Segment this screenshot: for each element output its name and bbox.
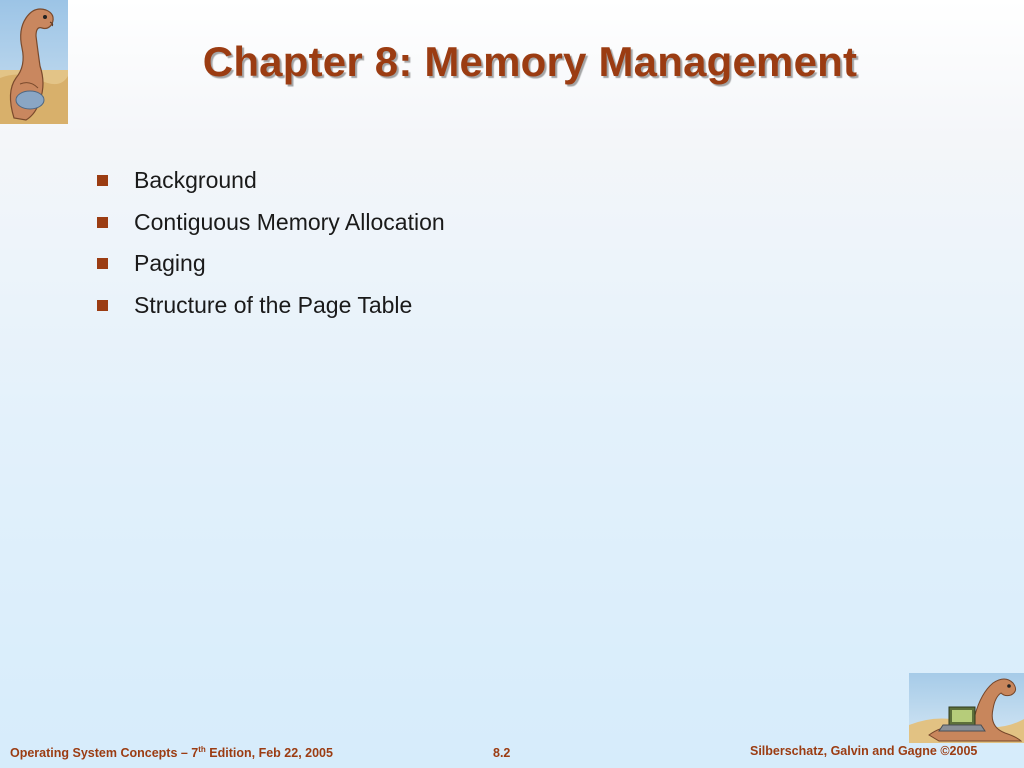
dinosaur-laptop-icon [909,673,1024,743]
footer-book-prefix: Operating System Concepts – 7 [10,746,199,760]
bullet-item [97,243,445,285]
footer-book-suffix: Edition, Feb 22, 2005 [205,746,333,760]
footer-book-superscript: th [198,744,206,754]
square-bullet-icon [97,300,108,311]
bullet-text: Paging [134,250,206,277]
bullet-item [97,160,445,202]
square-bullet-icon [97,175,108,186]
bullet-text: Structure of the Page Table [134,291,413,318]
bullet-item [97,285,445,327]
bullet-list [97,160,445,326]
bullet-text: Contiguous Memory Allocation [134,208,445,235]
footer-book-edition [10,746,333,760]
footer-copyright: Silberschatz, Galvin and Gagne ©2005 [750,744,978,758]
square-bullet-icon [97,258,108,269]
bullet-item [97,202,445,244]
footer-page-number: 8.2 [493,746,511,760]
slide-title: Chapter 8: Memory Management [202,38,858,85]
bullet-text: Background [134,167,257,194]
square-bullet-icon [97,217,108,228]
